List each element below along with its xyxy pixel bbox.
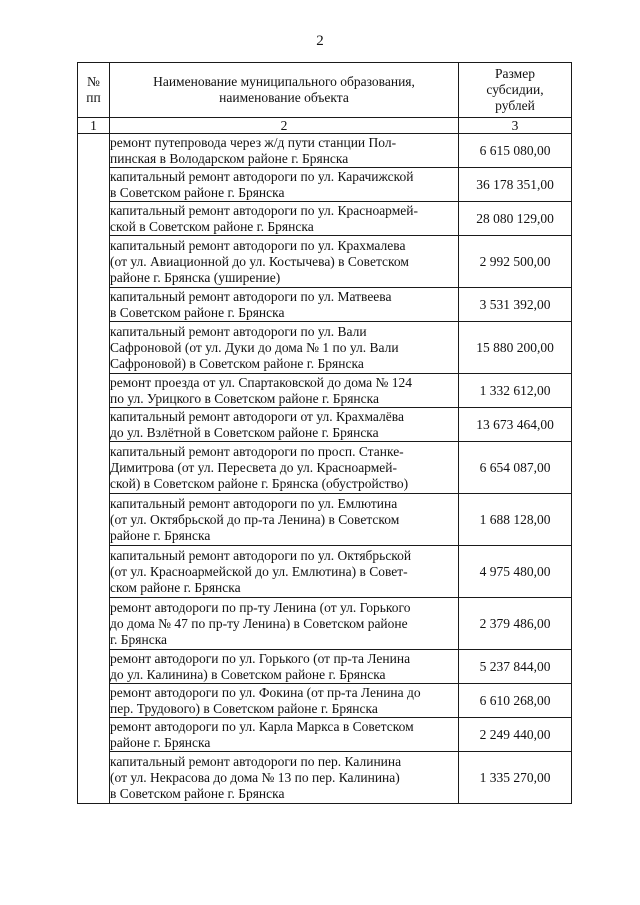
table-row <box>78 494 572 546</box>
object-name-line: до дома № 47 по пр-ту Ленина) в Советском районе <box>110 615 408 631</box>
header-name <box>110 63 459 118</box>
table-row <box>78 752 572 804</box>
object-name-cell <box>110 202 459 236</box>
object-name-line: районе г. Брянска <box>110 527 211 543</box>
object-name-line: в Советском районе г. Брянска <box>110 304 285 320</box>
object-name-line: в Советском районе г. Брянска <box>110 184 285 200</box>
object-name-line: ремонт автодороги по ул. Горького (от пр-та Ленина <box>110 650 411 666</box>
object-name-line: Димитрова (от ул. Пересвета до ул. Красноармей- <box>110 459 397 475</box>
row-number-cell <box>78 134 110 804</box>
table-row <box>78 168 572 202</box>
subsidy-amount-cell: 6 610 268,00 <box>459 684 572 718</box>
object-name-cell <box>110 598 459 650</box>
table-row <box>78 288 572 322</box>
object-name-cell <box>110 168 459 202</box>
column-index-3: 3 <box>459 118 572 134</box>
table-row <box>78 718 572 752</box>
object-name-line: (от ул. Некрасова до дома № 13 по пер. Калинина) <box>110 769 400 785</box>
header-number-line2: пп <box>86 90 101 105</box>
object-name-line: капитальный ремонт автодороги по ул. Крахмалева <box>110 237 406 253</box>
subsidy-amount-cell: 1 688 128,00 <box>459 494 572 546</box>
object-name-cell <box>110 236 459 288</box>
object-name-line: капитальный ремонт автодороги по ул. Матвеева <box>110 288 392 304</box>
subsidy-amount-cell: 36 178 351,00 <box>459 168 572 202</box>
object-name-line: в Советском районе г. Брянска <box>110 785 285 801</box>
header-name-line1: Наименование муниципального образования, <box>153 74 415 89</box>
object-name-line: капитальный ремонт автодороги по ул. Октябрьской <box>110 547 412 563</box>
column-index-2: 2 <box>110 118 459 134</box>
object-name-cell <box>110 684 459 718</box>
object-name-cell <box>110 322 459 374</box>
object-name-line: (от ул. Октябрьской до пр-та Ленина) в Советском <box>110 511 400 527</box>
table-row <box>78 546 572 598</box>
object-name-line: до ул. Взлётной в Советском районе г. Брянска <box>110 424 379 440</box>
table-header-row <box>78 63 572 118</box>
header-amount-line1: Размер <box>495 66 535 81</box>
subsidy-amount-cell: 4 975 480,00 <box>459 546 572 598</box>
object-name-cell <box>110 374 459 408</box>
object-name-line: ском районе г. Брянска <box>110 579 241 595</box>
object-name-line: пер. Трудового) в Советском районе г. Брянска <box>110 700 378 716</box>
object-name-line: Сафроновой) в Советском районе г. Брянска <box>110 355 364 371</box>
object-name-line: ремонт автодороги по ул. Фокина (от пр-та Ленина до <box>110 684 421 700</box>
table-row <box>78 684 572 718</box>
subsidy-amount-cell: 6 654 087,00 <box>459 442 572 494</box>
column-index-1: 1 <box>78 118 110 134</box>
object-name-line: капитальный ремонт автодороги по ул. Емлютина <box>110 495 398 511</box>
table-row <box>78 650 572 684</box>
object-name-line: капитальный ремонт автодороги по ул. Вали <box>110 323 367 339</box>
object-name-line: районе г. Брянска <box>110 734 211 750</box>
table-body <box>78 134 572 804</box>
object-name-line: (от ул. Авиационной до ул. Костычева) в Советском <box>110 253 409 269</box>
subsidy-amount-cell: 6 615 080,00 <box>459 134 572 168</box>
table-row <box>78 408 572 442</box>
object-name-line: ремонт автодороги по ул. Карла Маркса в Советском <box>110 718 414 734</box>
object-name-line: ремонт автодороги по пр-ту Ленина (от ул. Горького <box>110 599 411 615</box>
object-name-cell <box>110 546 459 598</box>
object-name-line: ремонт путепровода через ж/д пути станции Пол- <box>110 134 397 150</box>
subsidy-amount-cell: 1 332 612,00 <box>459 374 572 408</box>
table-row <box>78 322 572 374</box>
object-name-line: до ул. Калинина) в Советском районе г. Брянска <box>110 666 386 682</box>
table-row <box>78 202 572 236</box>
object-name-line: г. Брянска <box>110 631 168 647</box>
object-name-line: ской) в Советском районе г. Брянска (обустройство) <box>110 475 409 491</box>
subsidy-amount-cell: 1 335 270,00 <box>459 752 572 804</box>
header-number <box>78 63 110 118</box>
header-name-line2: наименование объекта <box>219 90 349 105</box>
object-name-line: капитальный ремонт автодороги по просп. Станке- <box>110 443 404 459</box>
object-name-cell <box>110 718 459 752</box>
header-amount-line3: рублей <box>495 98 535 113</box>
table-row <box>78 598 572 650</box>
object-name-cell <box>110 134 459 168</box>
object-name-line: капитальный ремонт автодороги по ул. Красноармей- <box>110 202 418 218</box>
object-name-line: капитальный ремонт автодороги по пер. Калинина <box>110 753 402 769</box>
object-name-line: по ул. Урицкого в Советском районе г. Брянска <box>110 390 379 406</box>
subsidy-amount-cell: 13 673 464,00 <box>459 408 572 442</box>
object-name-line: капитальный ремонт автодороги от ул. Крахмалёва <box>110 408 404 424</box>
column-index-row <box>78 118 572 134</box>
subsidy-amount-cell: 2 379 486,00 <box>459 598 572 650</box>
object-name-line: пинская в Володарском районе г. Брянска <box>110 150 349 166</box>
object-name-cell <box>110 408 459 442</box>
table-row <box>78 442 572 494</box>
table-row <box>78 236 572 288</box>
subsidy-amount-cell: 15 880 200,00 <box>459 322 572 374</box>
subsidy-amount-cell: 2 992 500,00 <box>459 236 572 288</box>
object-name-cell <box>110 288 459 322</box>
subsidy-amount-cell: 2 249 440,00 <box>459 718 572 752</box>
object-name-line: капитальный ремонт автодороги по ул. Карачижской <box>110 168 414 184</box>
subsidy-amount-cell: 3 531 392,00 <box>459 288 572 322</box>
object-name-cell <box>110 752 459 804</box>
object-name-line: ремонт проезда от ул. Спартаковской до дома № 124 <box>110 374 413 390</box>
object-name-line: (от ул. Красноармейской до ул. Емлютина) в Совет- <box>110 563 408 579</box>
subsidy-amount-cell: 5 237 844,00 <box>459 650 572 684</box>
table-row <box>78 374 572 408</box>
object-name-cell <box>110 650 459 684</box>
header-amount-line2: субсидии, <box>486 82 544 97</box>
object-name-line: ской в Советском районе г. Брянска <box>110 218 314 234</box>
header-amount <box>459 63 572 118</box>
object-name-line: Сафроновой (от ул. Дуки до дома № 1 по ул. Вали <box>110 339 399 355</box>
object-name-line: районе г. Брянска (уширение) <box>110 269 281 285</box>
object-name-cell <box>110 494 459 546</box>
subsidy-amount-cell: 28 080 129,00 <box>459 202 572 236</box>
page-number: 2 <box>316 33 324 49</box>
header-number-line1: № <box>87 74 100 89</box>
subsidy-table <box>77 62 572 804</box>
object-name-cell <box>110 442 459 494</box>
table-row <box>78 134 572 168</box>
